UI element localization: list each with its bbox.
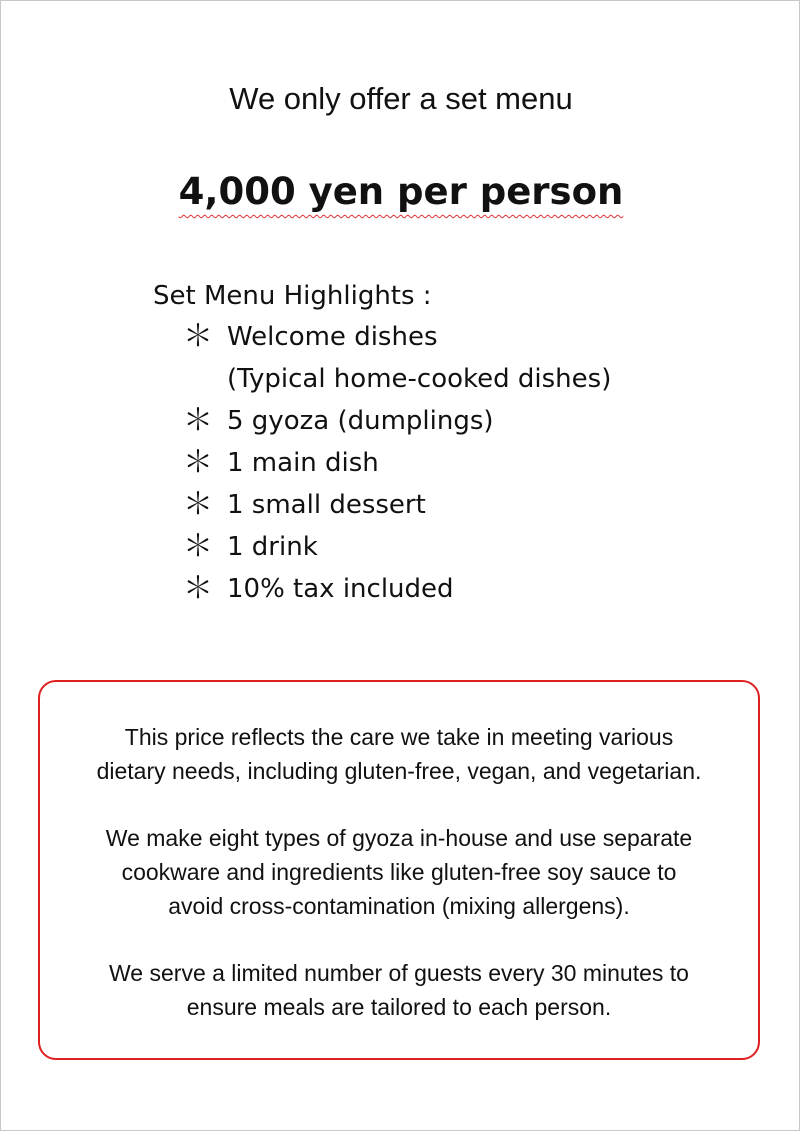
notice-line: ensure meals are tailored to each person.: [186, 994, 612, 1020]
asterisk-bullet-icon: ＊: [183, 403, 213, 438]
highlight-text: [227, 568, 454, 610]
highlight-line: 5 gyoza (dumplings): [227, 406, 494, 436]
asterisk-bullet-icon: ＊: [183, 487, 213, 522]
asterisk-bullet-icon: ＊: [183, 571, 213, 606]
notice-line: This price reflects the care we take in meeting various: [124, 724, 674, 750]
highlight-text: [227, 526, 318, 568]
highlight-item: [153, 442, 713, 484]
highlight-text: [227, 484, 426, 526]
highlight-line: 10% tax included: [227, 574, 454, 604]
notice-box: [38, 680, 760, 1060]
asterisk-bullet-icon: ＊: [183, 319, 213, 354]
notice-line: cookware and ingredients like gluten-free soy sauce to: [121, 859, 677, 885]
highlight-item: [153, 526, 713, 568]
asterisk-bullet-icon: ＊: [183, 529, 213, 564]
highlight-line: Welcome dishes: [227, 322, 438, 352]
highlight-text: [227, 400, 494, 442]
highlight-item: [153, 568, 713, 610]
highlights-list: [153, 316, 713, 610]
highlight-line: 1 small dessert: [227, 490, 426, 520]
highlight-item: [153, 484, 713, 526]
highlight-item: [153, 400, 713, 442]
asterisk-bullet-icon: ＊: [183, 445, 213, 480]
notice-line: avoid cross-contamination (mixing allergens).: [168, 893, 630, 919]
highlight-item: [153, 316, 713, 400]
notice-content: [40, 720, 758, 1057]
highlight-line: (Typical home-cooked dishes): [227, 364, 612, 394]
highlight-line: 1 main dish: [227, 448, 379, 478]
notice-paragraph: [40, 956, 758, 1024]
highlight-line: 1 drink: [227, 532, 318, 562]
price-heading: 4,000 yen per person: [178, 170, 624, 213]
notice-paragraph: [40, 720, 758, 788]
notice-line: dietary needs, including gluten-free, vegan, and vegetarian.: [96, 758, 702, 784]
highlights-section: [153, 276, 713, 610]
highlights-heading: Set Menu Highlights :: [153, 281, 432, 311]
notice-line: We make eight types of gyoza in-house and use separate: [105, 825, 693, 851]
price-wrapper: [1, 166, 800, 218]
notice-paragraph: [40, 821, 758, 923]
intro-text: We only offer a set menu: [229, 81, 573, 116]
highlight-text: [227, 442, 379, 484]
notice-line: We serve a limited number of guests every 30 minutes to: [109, 960, 689, 986]
highlight-text: [227, 316, 611, 400]
